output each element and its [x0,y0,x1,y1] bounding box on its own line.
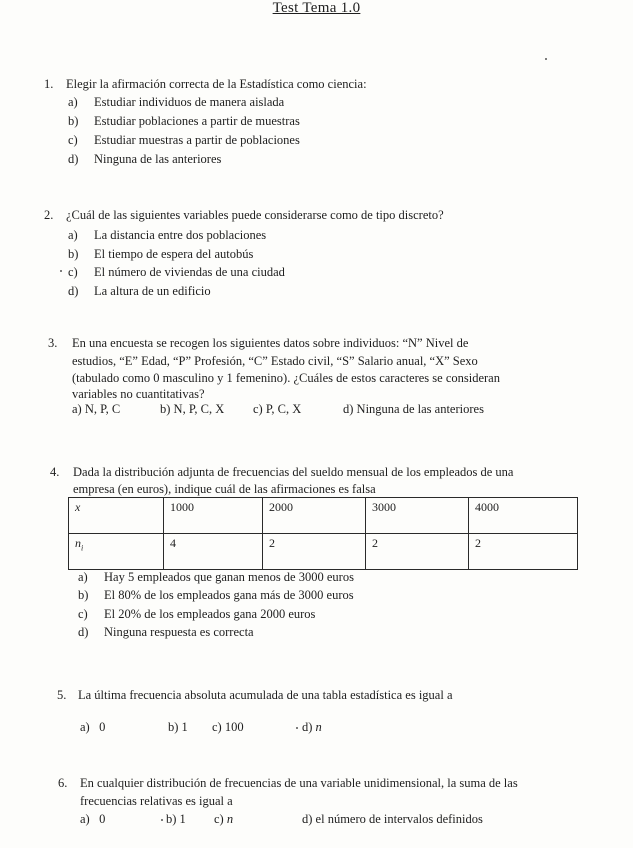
option-letter: d) [68,284,79,298]
question-2-number: 2. [44,208,54,222]
question-1-number: 1. [44,77,54,91]
question-6-line-1: En cualquier distribución de frecuencias de una variable unidimensional, la suma de las [80,776,518,790]
option-letter: d) [302,720,313,734]
q1-option-c[interactable] [68,133,300,148]
q4-option-c[interactable] [78,607,315,622]
option-text: 1 [181,720,188,734]
answer-mark [161,819,163,821]
table-cell-header-x: x [69,498,164,534]
option-letter: a) [80,812,90,826]
option-text: El tiempo de espera del autobús [94,247,254,261]
header-symbol: n [75,536,81,550]
option-text: 0 [99,720,106,734]
q5-option-a[interactable] [80,720,105,735]
frequency-table [68,497,578,570]
question-3-line-4: variables no cuantitativas? [72,387,205,401]
option-letter: d) [78,625,89,639]
table-cell: 4 [164,534,263,570]
option-letter: d) [302,812,313,826]
option-letter: a) [68,95,78,109]
option-letter: b) [78,588,89,602]
option-text: El 20% de los empleados gana 2000 euros [104,607,316,621]
option-letter: b) [68,114,79,128]
answer-mark [60,270,62,272]
speck [545,58,547,60]
option-text: 0 [99,812,106,826]
q5-option-c[interactable] [212,720,244,735]
option-text: 1 [179,812,186,826]
option-text: Ninguna respuesta es correcta [104,625,254,639]
option-letter: c) [68,133,78,147]
option-text: El número de viviendas de una ciudad [94,265,285,279]
table-row-n [69,534,578,570]
option-letter: a) [68,228,78,242]
question-3-line-1: En una encuesta se recogen los siguientes datos sobre individuos: “N” Nivel de [72,336,469,350]
option-letter: c) [68,265,78,279]
table-cell: 4000 [469,498,578,534]
question-3-number: 3. [48,336,58,350]
option-text: n [315,720,322,734]
option-text: n [226,812,234,826]
q2-option-d[interactable] [68,284,211,299]
question-3-line-2: estudios, “E” Edad, “P” Profesión, “C” Estado civil, “S” Salario anual, “X” Sexo [72,354,478,368]
option-letter: b) [166,812,177,826]
q6-option-a[interactable] [80,812,105,827]
option-letter: c) [212,720,222,734]
option-text: Hay 5 empleados que ganan menos de 3000 euros [104,570,354,584]
q3-option-b[interactable] [160,402,224,417]
option-letter: a) [80,720,90,734]
option-text: P, C, X [265,402,302,416]
option-text: N, P, C, X [173,402,225,416]
question-5-number: 5. [57,688,67,702]
q6-option-d[interactable] [302,812,483,827]
option-letter: b) [168,720,179,734]
q4-option-d[interactable] [78,625,254,640]
option-text: Estudiar poblaciones a partir de muestras [94,114,300,128]
q1-option-b[interactable] [68,114,300,129]
option-text: el número de intervalos definidos [315,812,483,826]
question-4-line-2: empresa (en euros), indique cuál de las afirmaciones es falsa [73,482,376,496]
q3-option-c[interactable] [253,402,301,417]
question-5-text: La última frecuencia absoluta acumulada de una tabla estadística es igual a [78,688,453,702]
option-text: La distancia entre dos poblaciones [94,228,267,242]
q3-option-a[interactable] [72,402,120,417]
option-text: N, P, C [84,402,121,416]
q1-option-a[interactable] [68,95,284,110]
option-letter: d) [343,402,354,416]
option-letter: d) [68,152,79,166]
option-letter: a) [78,570,88,584]
question-4-line-1: Dada la distribución adjunta de frecuencias del sueldo mensual de los empleados de una [73,465,514,479]
option-letter: b) [160,402,171,416]
table-cell: 2 [366,534,469,570]
q4-option-a[interactable] [78,570,354,585]
question-1-text: Elegir la afirmación correcta de la Estadística como ciencia: [66,77,367,91]
table-row-x [69,498,578,534]
option-letter: c) [253,402,263,416]
q1-option-d[interactable] [68,152,221,167]
page-title: Test Tema 1.0 [272,0,361,16]
q2-option-c[interactable] [68,265,285,280]
option-text: Ninguna de las anteriores [94,152,222,166]
option-letter: a) [72,402,82,416]
option-text: El 80% de los empleados gana más de 3000 euros [104,588,354,602]
table-cell: 3000 [366,498,469,534]
q5-option-b[interactable] [168,720,188,735]
q4-option-b[interactable] [78,588,354,603]
question-2-text: ¿Cuál de las siguientes variables puede considerarse como de tipo discreto? [66,208,444,222]
table-cell: 2000 [263,498,366,534]
q3-option-d[interactable] [343,402,484,417]
table-cell: 2 [469,534,578,570]
q2-option-b[interactable] [68,247,253,262]
table-cell-header-n: $n_i$ [69,534,164,570]
option-text: Estudiar individuos de manera aislada [94,95,285,109]
q6-option-b[interactable] [166,812,186,827]
question-4-number: 4. [50,465,60,479]
option-letter: b) [68,247,79,261]
question-3-line-3: (tabulado como 0 masculino y 1 femenino). ¿Cuáles de estos caracteres se consideran [72,371,500,385]
q6-option-c[interactable] [214,812,233,827]
q2-option-a[interactable] [68,228,266,243]
option-text: La altura de un edificio [94,284,211,298]
option-text: Estudiar muestras a partir de poblaciones [94,133,300,147]
question-6-line-2: frecuencias relativas es igual a [80,794,233,808]
option-letter: c) [78,607,88,621]
question-6-number: 6. [58,776,68,790]
option-text: 100 [224,720,244,734]
option-text: Ninguna de las anteriores [356,402,484,416]
q5-option-d[interactable] [302,720,322,735]
table-cell: 1000 [164,498,263,534]
option-letter: c) [214,812,224,826]
answer-mark [296,727,298,729]
table-cell: 2 [263,534,366,570]
